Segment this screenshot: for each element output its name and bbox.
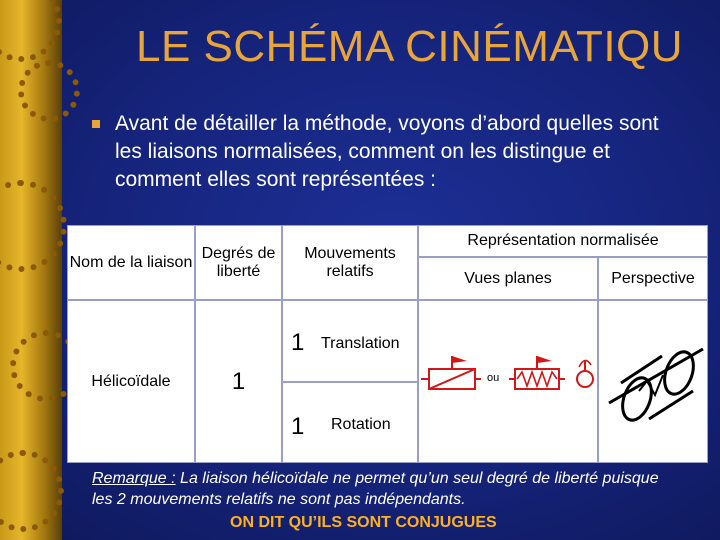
intro-text: Avant de détailler la méthode, voyons d’abord quelles sont les liaisons normalisées, comment on les distingue et comment elles sont représentées : (115, 112, 659, 191)
header-nom-label: Nom de la liaison (69, 253, 193, 271)
gear-icon (0, 450, 64, 532)
gear-decoration (0, 0, 62, 540)
helicoidal-perspective-symbol (599, 301, 707, 462)
remark-label: Remarque : (92, 470, 176, 487)
row-vues-planes (418, 300, 598, 463)
rotation-label: Rotation (331, 416, 391, 433)
header-degres-label: Degrés de liberté (201, 244, 276, 280)
row-translation (282, 300, 418, 382)
translation-label: Translation (321, 335, 400, 352)
header-nom (67, 225, 195, 300)
gear-icon (0, 0, 62, 62)
row-degres-value: 1 (231, 367, 246, 395)
bullet-icon (92, 120, 100, 128)
row-perspective (598, 300, 708, 463)
header-perspective-label: Perspective (611, 269, 695, 287)
header-vues-planes-label: Vues planes (464, 269, 552, 287)
helicoidal-planar-symbol (419, 301, 597, 462)
remark-body: La liaison hélicoïdale ne permet qu’un seul degré de liberté puisque les 2 mouvements relatifs ne sont pas indépendants. (92, 470, 659, 508)
rotation-count: 1 (291, 413, 305, 440)
conclusion-text: ON DIT QU’ILS SONT CONJUGUES (230, 514, 497, 531)
translation-count: 1 (291, 329, 305, 356)
row-nom (67, 300, 195, 463)
ou-label: ou (487, 372, 500, 384)
header-degres (195, 225, 282, 300)
header-representation-label: Représentation normalisée (467, 232, 659, 249)
header-perspective (598, 257, 708, 300)
header-mouvements (282, 225, 418, 300)
gear-icon (0, 180, 67, 272)
remark-text (92, 468, 682, 510)
row-nom-label: Hélicoïdale (91, 372, 171, 390)
slide-title: LE SCHÉMA CINÉMATIQU (136, 22, 684, 71)
row-degres (195, 300, 282, 463)
header-representation (418, 225, 708, 257)
header-vues-planes (418, 257, 598, 300)
row-rotation (282, 382, 418, 463)
header-mouvements-label: Mouvements relatifs (304, 244, 396, 280)
gear-icon (18, 60, 80, 122)
